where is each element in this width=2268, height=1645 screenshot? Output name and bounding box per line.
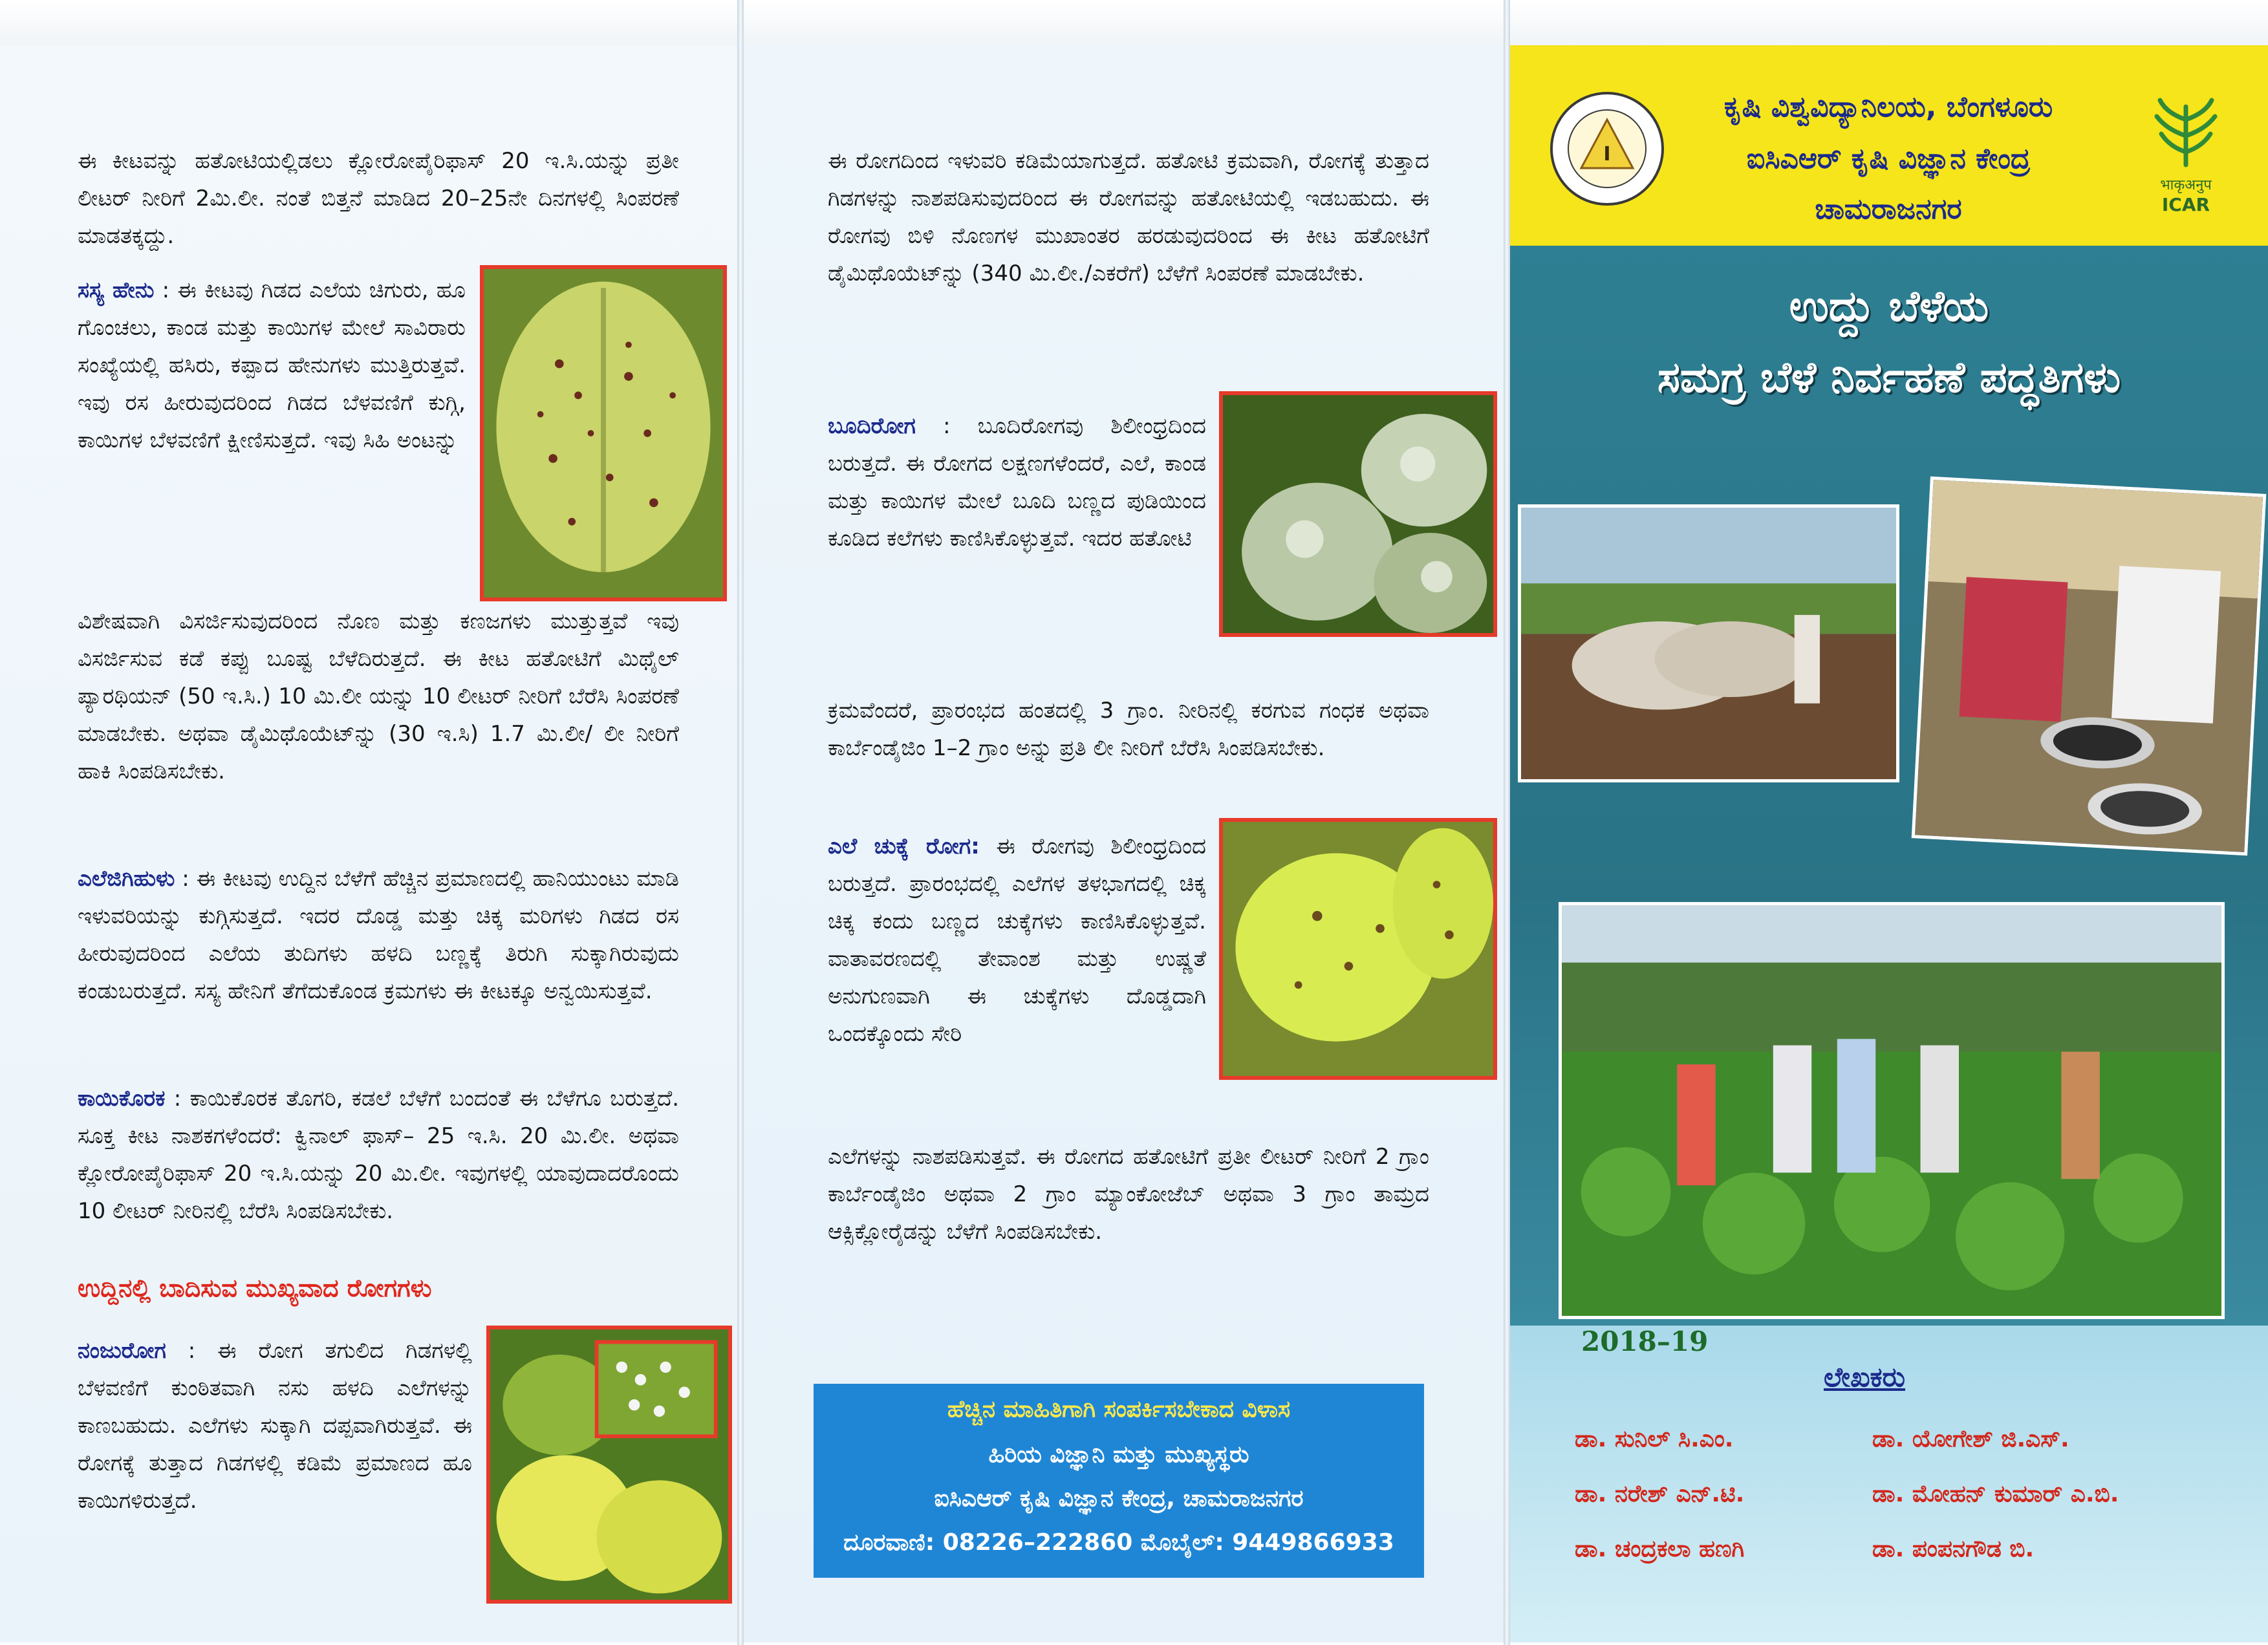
aphid-label: ಸಸ್ಯ ಹೇನು (78, 277, 155, 303)
powdery-paragraph-cont: ಕ್ರಮವೆಂದರೆ, ಪ್ರಾರಂಭದ ಹಂತದಲ್ಲಿ 3 ಗ್ರಾಂ. ನೀರಿನಲ್ಲಿ ಕರಗುವ ಗಂಧಕ ಅಥವಾ ಕಾರ್ಬೆಂಡೈಜಿಂ 1–2 ಗ್ರಾಂ ಅನ್ನು ಪ್ರತಿ ಲೀ ನೀರಿಗೆ ಬೆರೆಸಿ ಸಿಂಪಡಿಸಬೇಕು. (828, 698, 1429, 761)
svg-text:I: I (1603, 143, 1611, 166)
field-visit-photo (1559, 902, 2225, 1319)
aphid-text: : ಈ ಕೀಟವು ಗಿಡದ ಎಲೆಯ ಚಿಗುರು, ಹೂ ಗೊಂಚಲು, ಕಾಂಡ ಮತ್ತು ಕಾಯಿಗಳ ಮೇಲೆ ಸಾವಿರಾರು ಸಂಖ್ಯೆಯಲ್ಲಿ ಹಸಿರು, ಕಪ್ಪಾದ ಹೇನುಗಳು ಮುತ್ತಿರುತ್ತವೆ. ಇವು ರಸ ಹೀರುವುದರಿಂದ ಗಿಡದ ಬೆಳವಣಿಗೆ ಕುಗ್ಗಿ, ಕಾಯಿಗಳ ಬೆಳವಣಿಗೆ ಕ್ಷೀಣಿಸುತ್ತದೆ. ಇವು ಸಿಹಿ ಅಂಟನ್ನು (78, 277, 466, 453)
disease-heading: ಉದ್ದಿನಲ್ಲಿ ಬಾದಿಸುವ ಮುಖ್ಯವಾದ ರೋಗಗಳು (78, 1274, 432, 1302)
university-seal-icon (1549, 91, 1665, 207)
powdery-text: : ಬೂದಿರೋಗವು ಶಿಲೀಂಧ್ರದಿಂದ ಬರುತ್ತದೆ. ಈ ರೋಗದ ಲಕ್ಷಣಗಳೆಂದರೆ, ಎಲೆ, ಕಾಂಡ ಮತ್ತು ಕಾಯಿಗಳ ಮೇಲೆ ಬೂದಿ ಬಣ್ಣದ ಪುಡಿಯಿಂದ ಕೂಡಿದ ಕಲೆಗಳು ಕಾಣಿಸಿಕೊಳ್ಳುತ್ತವೆ. ಇದರ ಹತೋಟಿ (828, 413, 1207, 552)
intro-paragraph: ಈ ಕೀಟವನ್ನು ಹತೋಟಿಯಲ್ಲಿಡಲು ಕ್ಲೋರೋಪೈರಿಫಾಸ್ 20 ಇ.ಸಿ.ಯನ್ನು ಪ್ರತೀ ಲೀಟರ್ ನೀರಿಗೆ 2ಮಿ.ಲೀ. ನಂತೆ ಬಿತ್ತನೆ ಮಾಡಿದ 20–25ನೇ ದಿನಗಳಲ್ಲಿ ಸಿಂಪರಣೆ ಮಾಡತಕ್ಕದ್ದು. (78, 148, 679, 249)
contact-line-3: ದೂರವಾಣಿ: 08226–222860 ಮೊಬೈಲ್: 9449866933 (843, 1529, 1394, 1556)
contact-box (814, 1384, 1424, 1578)
panel-cover (1510, 45, 2268, 1642)
author-2: ಡಾ. ಯೋಗೇಶ್ ಜಿ.ಎಸ್. (1872, 1426, 2069, 1452)
icar-logo-icon (2147, 94, 2225, 171)
aphid-paragraph-cont: ವಿಶೇಷವಾಗಿ ವಿಸರ್ಜಿಸುವುದರಿಂದ ನೊಣ ಮತ್ತು ಕಣಜಗಳು ಮುತ್ತುತ್ತವೆ ಇವು ವಿಸರ್ಜಿಸುವ ಕಡೆ ಕಪ್ಪು ಬೂಷ್ಟ ಬೆಳೆದಿರುತ್ತದೆ. ಈ ಕೀಟ ಹತೋಟಿಗೆ ಮಿಥೈಲ್ ಪ್ಯಾರಥಿಯನ್ (50 ಇ.ಸಿ.) 10 ಮಿ.ಲೀ ಯನ್ನು 10 ಲೀಟರ್ ನೀರಿಗೆ ಬೆರೆಸಿ ಸಿಂಪರಣೆ ಮಾಡಬೇಕು. ಅಥವಾ ಡೈಮಿಥೊಯೆಟ್‌ನ್ನು (30 ಇ.ಸಿ) 1.7 ಮಿ.ಲೀ/ ಲೀ ನೀರಿಗೆ ಹಾಕಿ ಸಿಂಪಡಿಸಬೇಕು. (78, 608, 679, 784)
contact-title: ಹೆಚ್ಚಿನ ಮಾಹಿತಿಗಾಗಿ ಸಂಪರ್ಕಿಸಬೇಕಾದ ವಿಳಾಸ (947, 1396, 1291, 1423)
top-margin (0, 0, 2268, 47)
podborer-label: ಕಾಯಿಕೊರಕ (78, 1086, 166, 1112)
district-name: ಚಾಮರಾಜನಗರ (1815, 193, 1962, 226)
aphid-leaf-icon (484, 269, 723, 597)
mosaic-label: ನಂಜುರೋಗ (78, 1338, 166, 1364)
author-6: ಡಾ. ಪಂಪನಗೌಡ ಬಿ. (1872, 1536, 2035, 1562)
powdery-paragraph (828, 407, 1206, 557)
author-3: ಡಾ. ನರೇಶ್ ಎನ್.ಟಿ. (1575, 1481, 1745, 1507)
seed-treatment-photo (1912, 477, 2267, 855)
field-icon (1562, 905, 2221, 1316)
mosaic-photo (486, 1326, 732, 1604)
leafspot-leaf-icon (1223, 822, 1493, 1076)
leafspot-paragraph-cont: ಎಲೆಗಳನ್ನು ನಾಶಪಡಿಸುತ್ತವೆ. ಈ ರೋಗದ ಹತೋಟಿಗೆ ಪ್ರತೀ ಲೀಟರ್ ನೀರಿಗೆ 2 ಗ್ರಾಂ ಕಾರ್ಬೆಂಡೈಜಿಂ ಅಥವಾ 2 ಗ್ರಾಂ ಮ್ಯಾಂಕೋಜೆಬ್ ಅಥವಾ 3 ಗ್ರಾಂ ತಾಮ್ರದ ಆಕ್ಸಿಕ್ಲೋರೈಡನ್ನು ಬೆಳೆಗೆ ಸಿಂಪಡಿಸಬೇಕು. (828, 1144, 1429, 1245)
bullock-plough-photo (1518, 504, 1899, 782)
publication-year: 2018–19 (1581, 1326, 1709, 1357)
leafhopper-text: : ಈ ಕೀಟವು ಉದ್ದಿನ ಬೆಳೆಗೆ ಹೆಚ್ಚಿನ ಪ್ರಮಾಣದಲ್ಲಿ ಹಾನಿಯುಂಟು ಮಾಡಿ ಇಳುವರಿಯನ್ನು ಕುಗ್ಗಿಸುತ್ತದೆ. ಇದರ ದೊಡ್ಡ ಮತ್ತು ಚಿಕ್ಕ ಮರಿಗಳು ಗಿಡದ ರಸ ಹೀರುವುದರಿಂದ ಎಲೆಯ ತುದಿಗಳು ಹಳದಿ ಬಣ್ಣಕ್ಕೆ ತಿರುಗಿ ಸುಕ್ಕಾಗಿರುವುದು ಕಂಡುಬರುತ್ತದೆ. ಸಸ್ಯ ಹೇನಿಗೆ ತೆಗೆದುಕೊಂಡ ಕ್ರಮಗಳು ಈ ಕೀಟಕ್ಕೂ ಅನ್ವಯಿಸುತ್ತವೆ. (78, 866, 679, 1004)
kvk-name: ಐಸಿಎಆರ್ ಕೃಷಿ ವಿಜ್ಞಾನ ಕೇಂದ್ರ (1746, 142, 2031, 175)
icar-hindi-label: भाकृअनुप (2160, 177, 2212, 193)
fold-line-2 (1504, 0, 1510, 1645)
leafhopper-label: ಎಲೆಜಿಗಿಹುಳು (78, 866, 175, 892)
mosaic-text: : ಈ ರೋಗ ತಗುಲಿದ ಗಿಡಗಳಲ್ಲಿ ಬೆಳವಣಿಗೆ ಕುಂಠಿತವಾಗಿ ನಸು ಹಳದಿ ಎಲೆಗಳನ್ನು ಕಾಣಬಹುದು. ಎಲೆಗಳು ಸುಕ್ಕಾಗಿ ದಪ್ಪವಾಗಿರುತ್ತವೆ. ಈ ರೋಗಕ್ಕೆ ತುತ್ತಾದ ಗಿಡಗಳಲ್ಲಿ ಕಡಿಮೆ ಪ್ರಮಾಣದ ಹೂ ಕಾಯಿಗಳಿರುತ್ತದೆ. (78, 1338, 472, 1514)
author-4: ಡಾ. ಮೋಹನ್ ಕುಮಾರ್ ಎ.ಬಿ. (1872, 1481, 2119, 1507)
mosaic-paragraph (78, 1332, 472, 1520)
powdery-label: ಬೂದಿರೋಗ (828, 413, 916, 439)
cover-title-line-1: ಉದ್ದು ಬೆಳೆಯ (1789, 281, 1989, 331)
leafspot-text: ಈ ರೋಗವು ಶಿಲೀಂಧ್ರದಿಂದ ಬರುತ್ತದೆ. ಪ್ರಾರಂಭದಲ್ಲಿ ಎಲೆಗಳ ತಳಭಾಗದಲ್ಲಿ ಚಿಕ್ಕ ಚಿಕ್ಕ ಕಂದು ಬಣ್ಣದ ಚುಕ್ಕೆಗಳು ಕಾಣಿಸಿಕೊಳ್ಳುತ್ತವೆ. ವಾತಾವರಣದಲ್ಲಿ ತೇವಾಂಶ ಮತ್ತು ಉಷ್ಣತೆ ಅನುಗುಣವಾಗಿ ಈ ಚುಕ್ಕೆಗಳು ದೊಡ್ಡದಾಗಿ ಒಂದಕ್ಕೊಂದು ಸೇರಿ (828, 833, 1206, 1047)
powdery-photo (1219, 391, 1497, 637)
icar-label: ICAR (2161, 194, 2210, 215)
contact-line-2: ಐಸಿಎಆರ್ ಕೃಷಿ ವಿಜ್ಞಾನ ಕೇಂದ್ರ, ಚಾಮರಾಜನಗರ (934, 1485, 1304, 1512)
authors-heading: ಲೇಖಕರು (1824, 1361, 1906, 1393)
university-name: ಕೃಷಿ ವಿಶ್ವವಿದ್ಯಾನಿಲಯ, ಬೆಂಗಳೂರು (1723, 91, 2053, 124)
aphid-paragraph (78, 272, 466, 459)
panel-left (0, 45, 737, 1642)
podborer-text: : ಕಾಯಿಕೊರಕ ತೊಗರಿ, ಕಡಲೆ ಬೆಳೆಗೆ ಬಂದಂತೆ ಈ ಬೆಳೆಗೂ ಬರುತ್ತದೆ. ಸೂಕ್ತ ಕೀಟ ನಾಶಕಗಳೆಂದರೆ: ಕ್ವಿನಾಲ್ ಫಾಸ್– 25 ಇ.ಸಿ. 20 ಮಿ.ಲೀ. ಅಥವಾ ಕ್ಲೋರೋಪೈರಿಫಾಸ್ 20 ಇ.ಸಿ.ಯನ್ನು 20 ಮಿ.ಲೀ. ಇವುಗಳಲ್ಲಿ ಯಾವುದಾದರೊಂದು 10 ಲೀಟರ್ ನೀರಿನಲ್ಲಿ ಬೆರೆಸಿ ಸಿಂಪಡಿಸಬೇಕು. (78, 1086, 680, 1224)
aphid-photo (480, 265, 727, 601)
powdery-leaf-icon (1223, 395, 1493, 633)
bullock-icon (1521, 508, 1896, 779)
author-5: ಡಾ. ಚಂದ್ರಕಲಾ ಹಣಗಿ (1575, 1536, 1745, 1562)
mosaic-control-paragraph: ಈ ರೋಗದಿಂದ ಇಳುವರಿ ಕಡಿಮೆಯಾಗುತ್ತದೆ. ಹತೋಟಿ ಕ್ರಮವಾಗಿ, ರೋಗಕ್ಕೆ ತುತ್ತಾದ ಗಿಡಗಳನ್ನು ನಾಶಪಡಿಸುವುದರಿಂದ ಈ ರೋಗವನ್ನು ಹತೋಟಿಯಲ್ಲಿ ಇಡಬಹುದು. ಈ ರೋಗವು ಬಿಳಿ ನೊಣಗಳ ಮುಖಾಂತರ ಹರಡುವುದರಿಂದ ಈ ಕೀಟ ಹತೋಟಿಗೆ ಡೈಮಿಥೊಯೆಟ್‌ನ್ನು (340 ಮಿ.ಲೀ./ಎಕರೆಗೆ) ಬೆಳೆಗೆ ಸಿಂಪರಣೆ ಮಾಡಬೇಕು. (828, 148, 1429, 286)
mosaic-leaf-icon (490, 1329, 728, 1600)
leafspot-photo (1219, 818, 1497, 1080)
author-1: ಡಾ. ಸುನಿಲ್ ಸಿ.ಎಂ. (1575, 1426, 1734, 1452)
fold-line-1 (737, 0, 744, 1645)
cover-title-line-2: ಸಮಗ್ರ ಬೆಳೆ ನಿರ್ವಹಣೆ ಪದ್ಧತಿಗಳು (1657, 352, 2121, 402)
leafspot-label: ಎಲೆ ಚುಕ್ಕೆ ರೋಗ: (828, 833, 980, 859)
seed-bowl-icon (1915, 480, 2263, 852)
podborer-paragraph (78, 1080, 679, 1230)
leafspot-paragraph (828, 828, 1206, 1053)
leafhopper-paragraph (78, 860, 679, 1010)
contact-line-1: ಹಿರಿಯ ವಿಜ್ಞಾನಿ ಮತ್ತು ಮುಖ್ಯಸ್ಥರು (988, 1441, 1249, 1468)
